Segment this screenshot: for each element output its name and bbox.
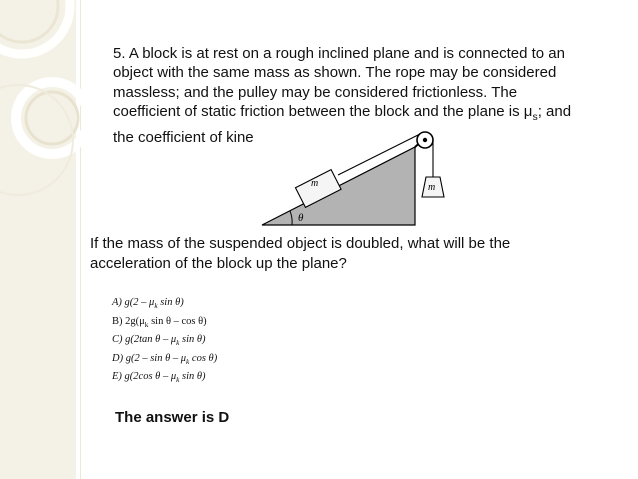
choice-letter: A) <box>112 297 122 308</box>
choice-text: sin θ – cos θ) <box>148 315 207 327</box>
choice-text: g(2 – μ <box>124 297 155 308</box>
choice-letter: D) <box>112 352 124 364</box>
question-line: object with the same mass as shown. The rope may be considered <box>113 64 557 82</box>
decorative-circles <box>0 0 90 479</box>
kinetic-subscript: k <box>186 356 190 366</box>
kinetic-subscript: k <box>176 375 180 385</box>
kinetic-subscript: k <box>176 338 180 348</box>
question-line: 5. A block is at rest on a rough inclined plane and is connected to an <box>113 45 565 62</box>
choice-text: 2g(μ <box>125 315 145 327</box>
followup-line: If the mass of the suspended object is doubled, what will be the <box>90 235 511 252</box>
choice-a <box>112 295 217 314</box>
choice-letter: E) <box>112 371 122 383</box>
answer-choices <box>112 295 217 388</box>
choice-d <box>112 351 217 370</box>
answer-text: The answer is D <box>115 409 230 426</box>
hanging-mass-label: m <box>428 182 436 193</box>
question-line-text: ; and <box>537 103 572 121</box>
followup-question <box>90 234 610 274</box>
choice-c <box>112 332 217 351</box>
followup-line: acceleration of the block up the plane? <box>90 255 347 272</box>
choice-text: cos θ) <box>189 352 218 364</box>
static-subscript: s <box>532 111 538 124</box>
choice-e <box>112 369 217 388</box>
choice-b <box>112 314 217 333</box>
choice-text: g(2 – sin θ – μ <box>125 352 187 364</box>
choice-letter: B) <box>112 315 123 327</box>
choice-text: g(2tan θ – μ <box>125 334 177 346</box>
pulley-axle <box>423 138 427 142</box>
question-line-text: coefficient of static friction between the block and the plane is μ <box>113 103 533 121</box>
angle-label: θ <box>298 212 304 224</box>
kinetic-subscript: k <box>144 319 149 329</box>
choice-text: sin θ) <box>179 371 206 383</box>
question-line: massless; and the pulley may be considered frictionless. The <box>113 83 518 101</box>
choice-letter: C) <box>112 334 123 346</box>
choice-text: sin θ) <box>157 297 184 308</box>
question-line: the coefficient of kine <box>113 128 254 146</box>
choice-text: g(2cos θ – μ <box>124 371 177 383</box>
question-line <box>113 102 613 127</box>
block-mass-label: m <box>311 178 319 189</box>
kinetic-subscript: k <box>154 301 158 311</box>
incline-figure <box>250 125 450 230</box>
choice-text: sin θ) <box>179 334 206 346</box>
